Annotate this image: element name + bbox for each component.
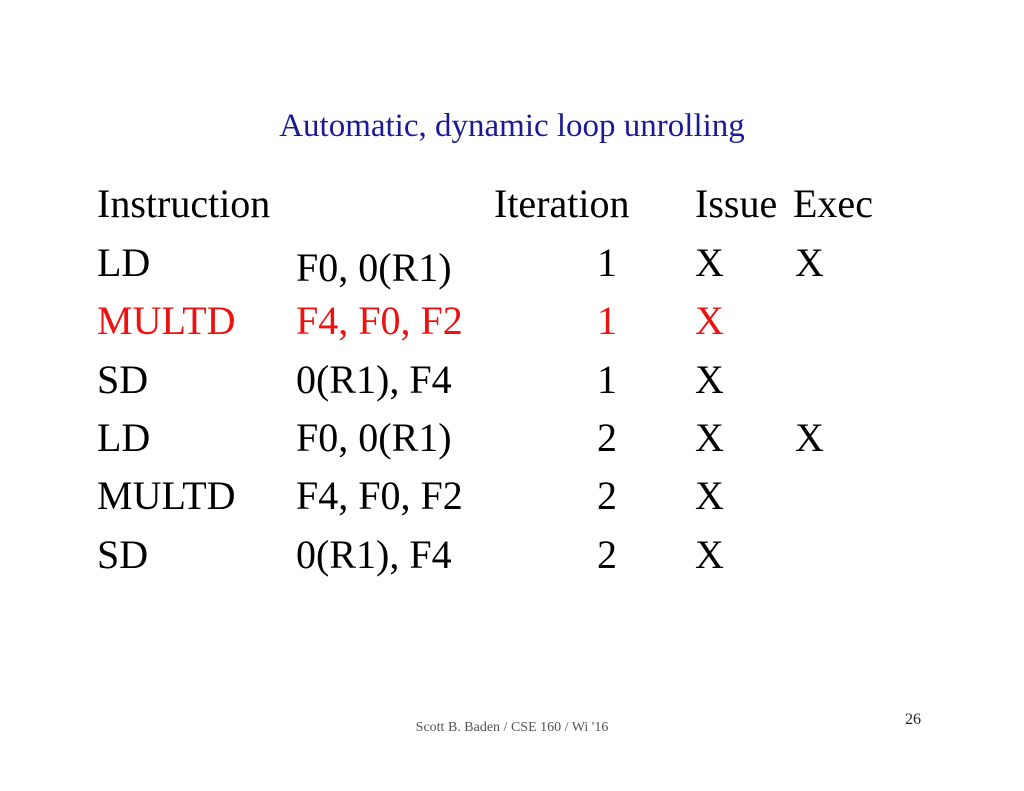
row-iteration: 1 bbox=[597, 298, 617, 343]
header-iteration: Iteration bbox=[494, 181, 630, 226]
row-exec: X bbox=[795, 415, 824, 460]
row-issue: X bbox=[695, 532, 724, 577]
row-operands: 0(R1), F4 bbox=[296, 357, 452, 402]
row-operands: 0(R1), F4 bbox=[296, 532, 452, 577]
row-iteration: 2 bbox=[597, 473, 617, 518]
row-operands: F0, 0(R1) bbox=[296, 415, 452, 460]
row-operands: F0, 0(R1) bbox=[296, 245, 452, 290]
row-issue: X bbox=[695, 473, 724, 518]
row-issue: X bbox=[695, 240, 724, 285]
row-exec: X bbox=[795, 240, 824, 285]
row-op: SD bbox=[97, 532, 149, 577]
row-iteration: 1 bbox=[597, 357, 617, 402]
page-number: 26 bbox=[905, 711, 921, 728]
row-iteration: 2 bbox=[597, 532, 617, 577]
row-operands: F4, F0, F2 bbox=[296, 473, 463, 518]
header-issue: Issue bbox=[695, 181, 778, 226]
header-instruction: Instruction bbox=[97, 181, 271, 226]
row-iteration: 2 bbox=[597, 415, 617, 460]
row-op: MULTD bbox=[97, 473, 236, 518]
row-iteration: 1 bbox=[597, 240, 617, 285]
slide-footer: Scott B. Baden / CSE 160 / Wi '16 bbox=[415, 720, 609, 735]
row-op: LD bbox=[97, 240, 151, 285]
row-issue: X bbox=[695, 357, 724, 402]
row-op: MULTD bbox=[97, 298, 236, 343]
row-operands: F4, F0, F2 bbox=[296, 298, 463, 343]
header-exec: Exec bbox=[793, 181, 873, 226]
row-op: LD bbox=[97, 415, 151, 460]
row-issue: X bbox=[695, 298, 724, 343]
row-issue: X bbox=[695, 415, 724, 460]
row-op: SD bbox=[97, 357, 149, 402]
slide-title: Automatic, dynamic loop unrolling bbox=[279, 108, 745, 144]
